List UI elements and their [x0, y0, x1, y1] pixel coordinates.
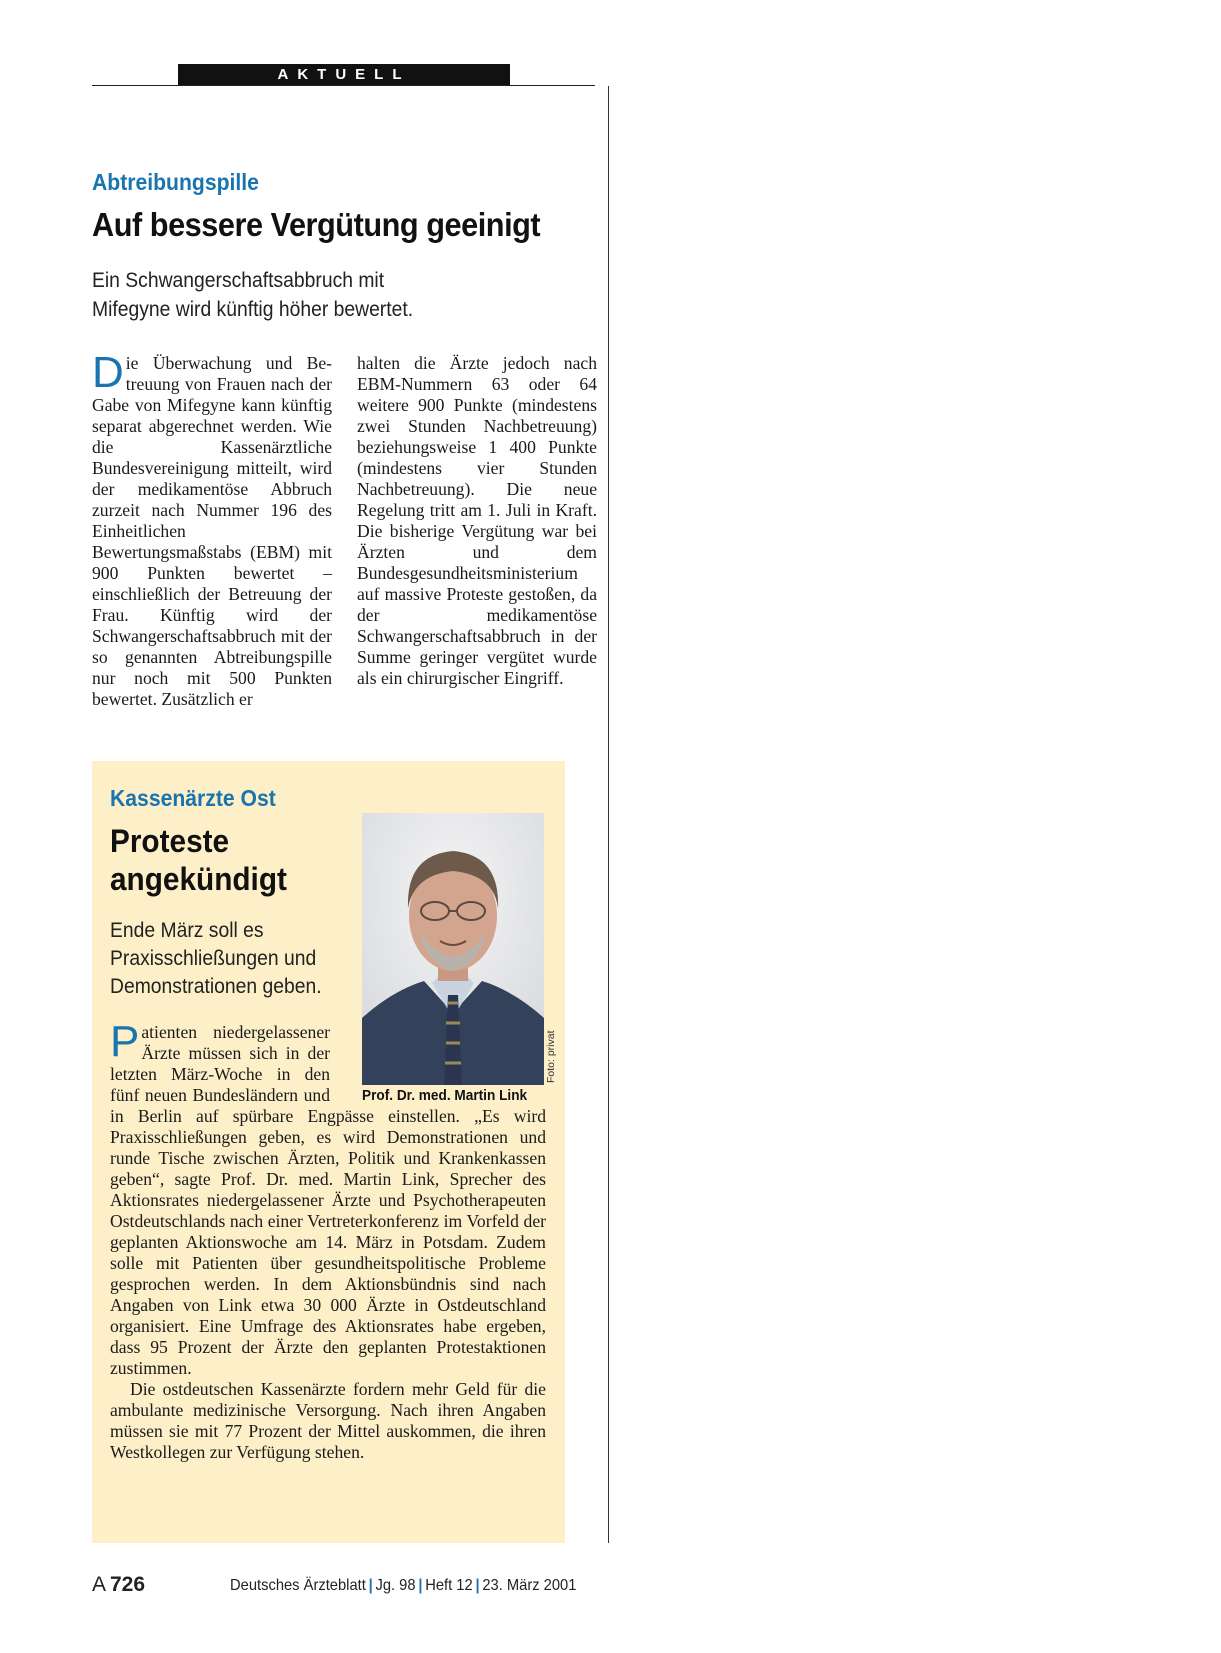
page-number: 726: [110, 1573, 146, 1596]
article2-lead: [110, 917, 331, 1001]
journal-volume: Jg. 98: [375, 1577, 416, 1594]
separator: |: [368, 1577, 373, 1594]
article2-paragraph-2: Die ostdeutschen Kassenärzte fordern mehr Geld für die ambulante medizinische Versorgung. Nach ihren Angaben müssen sie mit 77 Prozent der Mittel auskommen, die ihren Westkollegen zur Verfügung stehen.: [110, 1379, 546, 1462]
journal-date: 23. März 2001: [482, 1577, 577, 1594]
article1-lead: [92, 266, 478, 324]
article2-paragraph-1-text: atienten niedergelassener Ärzte müssen sich in der letzten März-Woche in den fünf neuen Bundesländern und in Berlin auf spürbare Engpässe einstellen. „Es wird Praxisschließungen geben, es wird Demonstrationen und runde Tische zwischen Ärzten, Politik und Krankenkassen geben“, sagte Prof. Dr. med. Martin Link, Sprecher des Aktionsrates niedergelassener Ärzte und Psychotherapeuten Ostdeutschlands nach einer Vertreterkonferenz im Vorfeld der geplanten Aktionswoche am 14. März in Potsdam. Zudem solle mit Patienten über gesundheitspolitische Probleme gesprochen werden. In dem Aktionsbündnis sind nach Angaben von Link etwa 30 000 Ärzte in Ostdeutschland organisiert. Eine Umfrage des Aktionsrates habe ergeben, dass 95 Prozent der Ärzte den geplanten Protestaktionen zustimmen.: [110, 1022, 546, 1378]
article1-kicker: Abtreibungspille: [92, 169, 259, 195]
caption-wrap-spacer: [330, 1022, 546, 1104]
journal-issue: Heft 12: [425, 1577, 473, 1594]
article2-headline: [110, 822, 287, 898]
header-rule: [92, 85, 595, 86]
column-rule: [608, 86, 609, 1543]
article2-lead-line3: Demonstrationen geben.: [110, 975, 322, 998]
section-label: AKTUELL: [178, 64, 510, 85]
article1-column-2: [357, 353, 597, 689]
separator: |: [475, 1577, 480, 1594]
article2-body: [110, 1017, 546, 1463]
article2-dropcap: P: [110, 1017, 140, 1066]
article1-lead-line1: Ein Schwangerschaftsabbruch mit: [92, 269, 385, 292]
article2-headline-line1: Proteste: [110, 823, 230, 859]
article1-headline: Auf bessere Vergütung geeinigt: [92, 206, 541, 243]
article1-column-1-text: ie Überwachung und Betreuung von Frauen nach der Gabe von Mifegyne kann künftig separat abgerechnet werden. Wie die Kassenärztliche Bundesvereinigung mitteilt, wird der medikamentöse Abbruch zurzeit nach Nummer 196 des Einheitlichen Bewertungsmaßstabs (EBM) mit 900 Punkten bewertet – einschließlich der Betreuung der Frau. Künftig wird der Schwangerschaftsabbruch mit der so genannten Abtreibungspille nur noch mit 500 Punkten bewertet. Zusätzlich er: [92, 353, 332, 709]
journal-info: [230, 1577, 576, 1595]
article1-column-2-text: halten die Ärzte jedoch nach EBM-Nummern 63 oder 64 weitere 900 Punkte (mindestens zwei Stunden Nachbetreuung) beziehungsweise 1 400 Punkte (mindestens vier Stunden Nachbetreuung). Die neue Regelung tritt am 1. Juli in Kraft. Die bisherige Vergütung war bei Ärzten und dem Bundesgesundheitsministerium auf massive Proteste gestoßen, da der medikamentöse Schwangerschaftsabbruch in der Summe geringer vergütet wurde als ein chirurgischer Eingriff.: [357, 353, 597, 688]
article2-lead-line2: Praxisschließungen und: [110, 947, 317, 970]
photo-credit: Foto: privat: [545, 1030, 557, 1083]
article2-lead-line1: Ende März soll es: [110, 919, 264, 942]
article1-column-1: [92, 348, 332, 710]
article2-headline-line2: angekündigt: [110, 861, 287, 897]
journal-name: Deutsches Ärzteblatt: [230, 1577, 366, 1594]
separator: |: [418, 1577, 423, 1594]
page-prefix: A: [92, 1573, 107, 1596]
article1-lead-line2: Mifegyne wird künftig höher bewertet.: [92, 298, 414, 321]
article2-kicker: Kassenärzte Ost: [110, 785, 276, 811]
article1-dropcap: D: [92, 348, 124, 397]
photo-caption: Prof. Dr. med. Martin Link: [362, 1088, 528, 1104]
